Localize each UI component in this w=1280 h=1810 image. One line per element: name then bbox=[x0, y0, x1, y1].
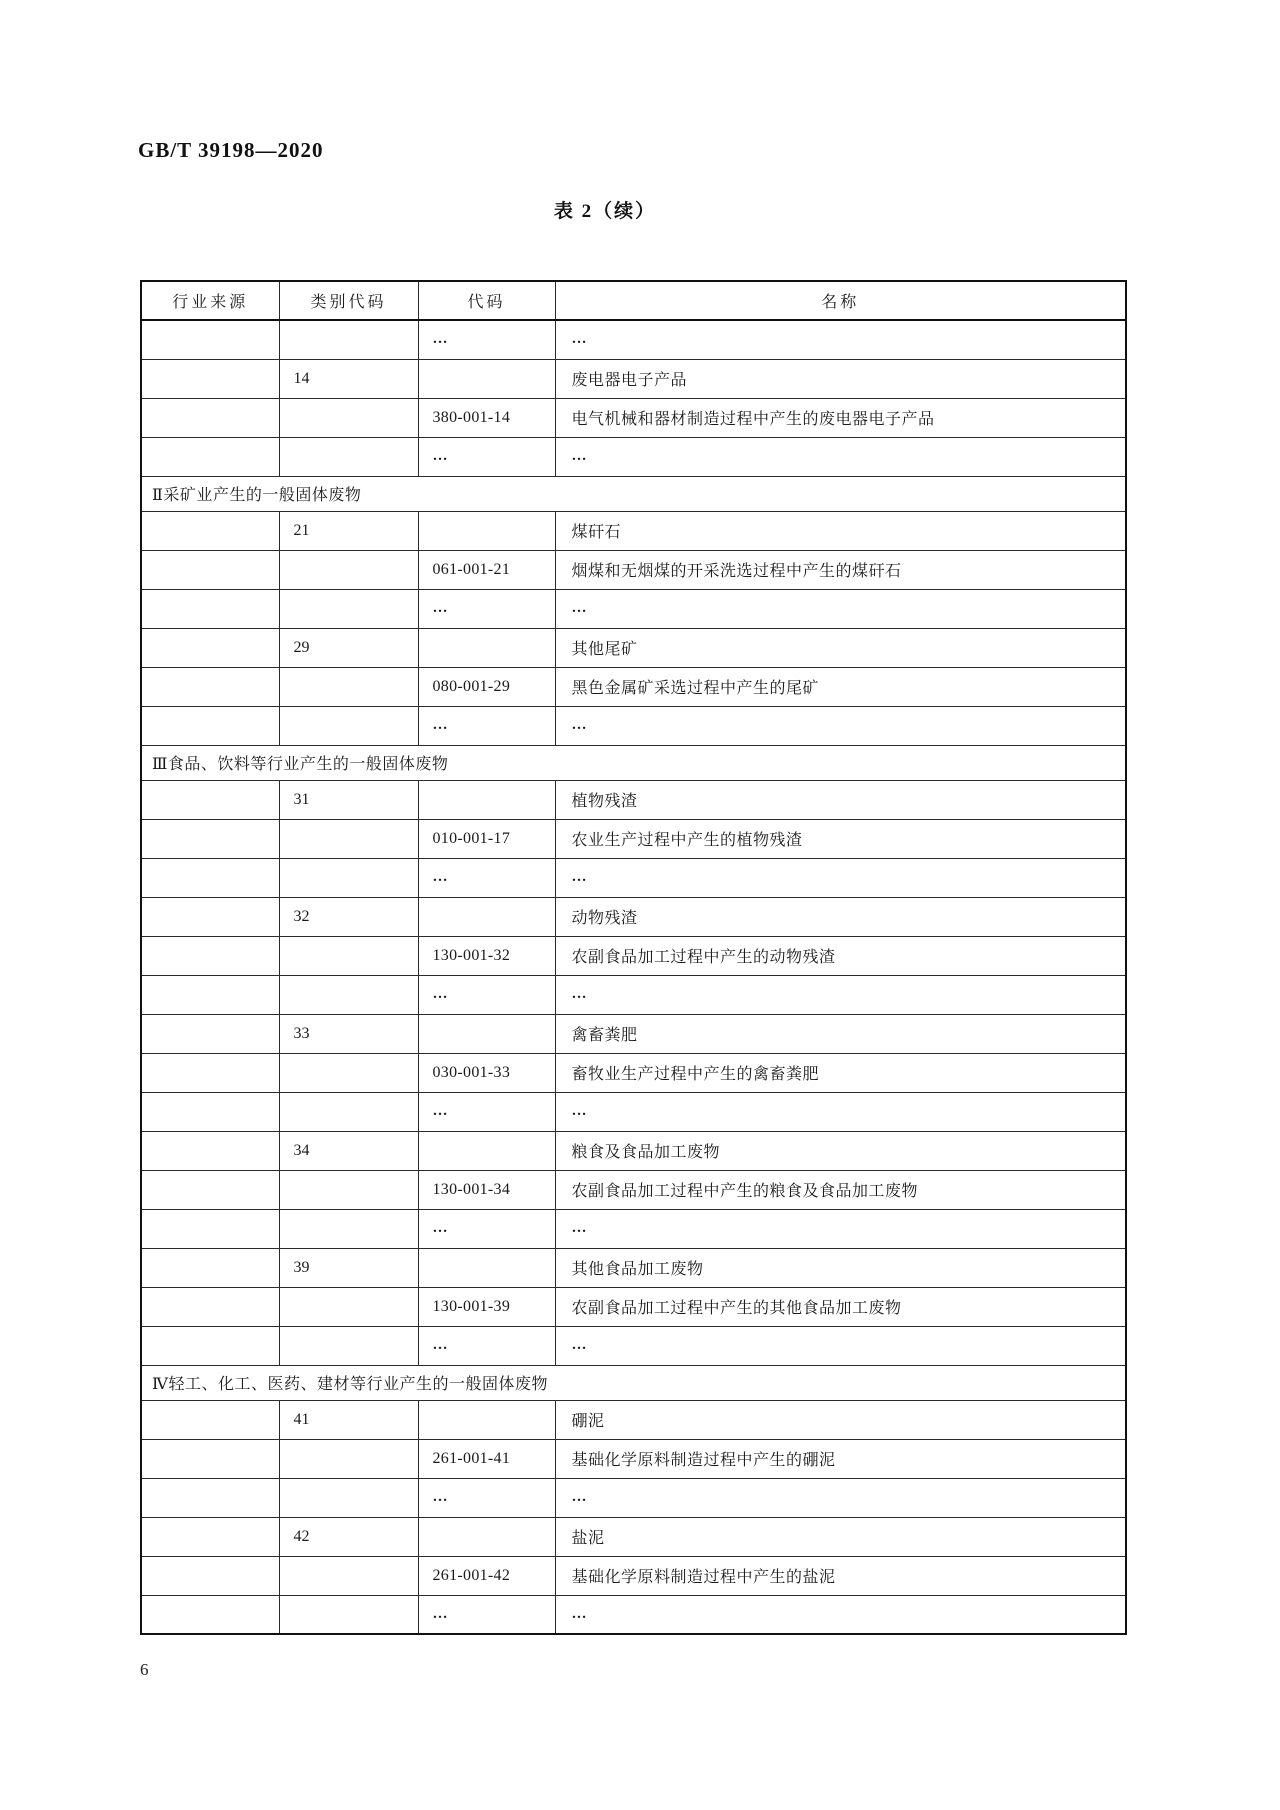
table-row bbox=[141, 550, 1126, 589]
code-cell: … bbox=[418, 1092, 555, 1131]
section-row bbox=[141, 476, 1126, 511]
name-cell: 盐泥 bbox=[555, 1517, 1126, 1556]
industry-source-cell bbox=[141, 398, 279, 437]
code-cell bbox=[418, 1248, 555, 1287]
industry-source-cell bbox=[141, 1053, 279, 1092]
table-row bbox=[141, 1248, 1126, 1287]
name-cell: 黑色金属矿采选过程中产生的尾矿 bbox=[555, 667, 1126, 706]
code-cell: … bbox=[418, 437, 555, 476]
industry-source-cell bbox=[141, 1439, 279, 1478]
name-cell: … bbox=[555, 437, 1126, 476]
code-cell: 080-001-29 bbox=[418, 667, 555, 706]
table-row bbox=[141, 1092, 1126, 1131]
code-cell: … bbox=[418, 1478, 555, 1517]
section-row bbox=[141, 745, 1126, 780]
category-code-cell: 29 bbox=[279, 628, 418, 667]
category-code-cell bbox=[279, 437, 418, 476]
category-code-cell bbox=[279, 320, 418, 359]
industry-source-cell bbox=[141, 1595, 279, 1634]
section-row bbox=[141, 1365, 1126, 1400]
industry-source-cell bbox=[141, 589, 279, 628]
name-cell: … bbox=[555, 1326, 1126, 1365]
code-cell: 061-001-21 bbox=[418, 550, 555, 589]
category-code-cell: 21 bbox=[279, 511, 418, 550]
code-cell bbox=[418, 511, 555, 550]
category-code-cell bbox=[279, 1287, 418, 1326]
category-code-cell bbox=[279, 1209, 418, 1248]
name-cell: 农业生产过程中产生的植物残渣 bbox=[555, 819, 1126, 858]
name-cell: 基础化学原料制造过程中产生的硼泥 bbox=[555, 1439, 1126, 1478]
name-cell: 农副食品加工过程中产生的动物残渣 bbox=[555, 936, 1126, 975]
industry-source-cell bbox=[141, 975, 279, 1014]
table-row bbox=[141, 858, 1126, 897]
code-cell: 130-001-34 bbox=[418, 1170, 555, 1209]
code-cell: … bbox=[418, 1326, 555, 1365]
name-cell: 农副食品加工过程中产生的其他食品加工废物 bbox=[555, 1287, 1126, 1326]
table-row bbox=[141, 667, 1126, 706]
header-row bbox=[141, 281, 1126, 320]
industry-source-cell bbox=[141, 1170, 279, 1209]
column-header-category-code: 类别代码 bbox=[279, 281, 418, 320]
category-code-cell: 32 bbox=[279, 897, 418, 936]
column-header-industry-source: 行业来源 bbox=[141, 281, 279, 320]
section-label: Ⅲ食品、饮料等行业产生的一般固体废物 bbox=[141, 745, 1126, 780]
name-cell: 动物残渣 bbox=[555, 897, 1126, 936]
category-code-cell: 33 bbox=[279, 1014, 418, 1053]
category-code-cell: 34 bbox=[279, 1131, 418, 1170]
category-code-cell bbox=[279, 858, 418, 897]
table-row bbox=[141, 398, 1126, 437]
code-cell: 380-001-14 bbox=[418, 398, 555, 437]
code-cell bbox=[418, 780, 555, 819]
code-cell: … bbox=[418, 1595, 555, 1634]
name-cell: … bbox=[555, 589, 1126, 628]
code-cell: … bbox=[418, 589, 555, 628]
name-cell: 畜牧业生产过程中产生的禽畜粪肥 bbox=[555, 1053, 1126, 1092]
table-row bbox=[141, 1595, 1126, 1634]
code-cell bbox=[418, 1517, 555, 1556]
code-cell bbox=[418, 1131, 555, 1170]
code-cell: … bbox=[418, 975, 555, 1014]
table-row bbox=[141, 1131, 1126, 1170]
name-cell: … bbox=[555, 1209, 1126, 1248]
category-code-cell bbox=[279, 1092, 418, 1131]
industry-source-cell bbox=[141, 1556, 279, 1595]
code-cell: … bbox=[418, 858, 555, 897]
industry-source-cell bbox=[141, 1400, 279, 1439]
code-cell bbox=[418, 1014, 555, 1053]
section-label: Ⅱ采矿业产生的一般固体废物 bbox=[141, 476, 1126, 511]
name-cell: … bbox=[555, 1478, 1126, 1517]
code-cell bbox=[418, 897, 555, 936]
category-code-cell: 31 bbox=[279, 780, 418, 819]
name-cell: 植物残渣 bbox=[555, 780, 1126, 819]
industry-source-cell bbox=[141, 780, 279, 819]
industry-source-cell bbox=[141, 550, 279, 589]
table-row bbox=[141, 975, 1126, 1014]
category-code-cell bbox=[279, 1326, 418, 1365]
table-row bbox=[141, 1170, 1126, 1209]
code-cell: 010-001-17 bbox=[418, 819, 555, 858]
industry-source-cell bbox=[141, 1287, 279, 1326]
category-code-cell: 42 bbox=[279, 1517, 418, 1556]
name-cell: 硼泥 bbox=[555, 1400, 1126, 1439]
code-cell: … bbox=[418, 1209, 555, 1248]
industry-source-cell bbox=[141, 628, 279, 667]
category-code-cell bbox=[279, 1478, 418, 1517]
industry-source-cell bbox=[141, 1248, 279, 1287]
category-code-cell bbox=[279, 1439, 418, 1478]
category-code-cell bbox=[279, 975, 418, 1014]
name-cell: … bbox=[555, 975, 1126, 1014]
category-code-cell: 39 bbox=[279, 1248, 418, 1287]
table-row bbox=[141, 1053, 1126, 1092]
doc-number: GB/T 39198—2020 bbox=[138, 138, 324, 162]
category-code-cell bbox=[279, 1595, 418, 1634]
table-row bbox=[141, 1326, 1126, 1365]
column-header-name: 名称 bbox=[555, 281, 1126, 320]
industry-source-cell bbox=[141, 1209, 279, 1248]
section-label: Ⅳ轻工、化工、医药、建材等行业产生的一般固体废物 bbox=[141, 1365, 1126, 1400]
name-cell: 烟煤和无烟煤的开采洗选过程中产生的煤矸石 bbox=[555, 550, 1126, 589]
industry-source-cell bbox=[141, 936, 279, 975]
name-cell: 农副食品加工过程中产生的粮食及食品加工废物 bbox=[555, 1170, 1126, 1209]
category-code-cell bbox=[279, 1053, 418, 1092]
table-row bbox=[141, 1556, 1126, 1595]
industry-source-cell bbox=[141, 1517, 279, 1556]
table-row bbox=[141, 936, 1126, 975]
table-row bbox=[141, 1014, 1126, 1053]
name-cell: … bbox=[555, 706, 1126, 745]
code-cell: 261-001-42 bbox=[418, 1556, 555, 1595]
industry-source-cell bbox=[141, 511, 279, 550]
code-cell bbox=[418, 628, 555, 667]
table-row bbox=[141, 1517, 1126, 1556]
category-code-cell bbox=[279, 398, 418, 437]
table-row bbox=[141, 437, 1126, 476]
industry-source-cell bbox=[141, 1014, 279, 1053]
table-row bbox=[141, 897, 1126, 936]
code-cell: 261-001-41 bbox=[418, 1439, 555, 1478]
category-code-cell bbox=[279, 936, 418, 975]
industry-source-cell bbox=[141, 858, 279, 897]
table-title: 表 2（续） bbox=[553, 201, 657, 222]
industry-source-cell bbox=[141, 1131, 279, 1170]
category-code-cell bbox=[279, 1556, 418, 1595]
industry-source-cell bbox=[141, 1478, 279, 1517]
table-row bbox=[141, 511, 1126, 550]
name-cell: 其他食品加工废物 bbox=[555, 1248, 1126, 1287]
table-row bbox=[141, 1287, 1126, 1326]
code-cell: 130-001-32 bbox=[418, 936, 555, 975]
code-cell bbox=[418, 359, 555, 398]
table-row bbox=[141, 589, 1126, 628]
table-row bbox=[141, 359, 1126, 398]
industry-source-cell bbox=[141, 320, 279, 359]
code-cell bbox=[418, 1400, 555, 1439]
industry-source-cell bbox=[141, 1092, 279, 1131]
table-row bbox=[141, 628, 1126, 667]
industry-source-cell bbox=[141, 667, 279, 706]
name-cell: … bbox=[555, 1595, 1126, 1634]
table-row bbox=[141, 1400, 1126, 1439]
name-cell: 电气机械和器材制造过程中产生的废电器电子产品 bbox=[555, 398, 1126, 437]
code-cell: … bbox=[418, 706, 555, 745]
name-cell: 粮食及食品加工废物 bbox=[555, 1131, 1126, 1170]
table-header bbox=[141, 281, 1126, 320]
code-cell: 130-001-39 bbox=[418, 1287, 555, 1326]
category-code-cell: 14 bbox=[279, 359, 418, 398]
category-code-cell bbox=[279, 706, 418, 745]
waste-classification-table bbox=[140, 280, 1127, 1635]
category-code-cell bbox=[279, 589, 418, 628]
name-cell: 废电器电子产品 bbox=[555, 359, 1126, 398]
column-header-code: 代码 bbox=[418, 281, 555, 320]
table-row bbox=[141, 706, 1126, 745]
name-cell: 煤矸石 bbox=[555, 511, 1126, 550]
name-cell: … bbox=[555, 858, 1126, 897]
table-row bbox=[141, 1478, 1126, 1517]
industry-source-cell bbox=[141, 706, 279, 745]
industry-source-cell bbox=[141, 897, 279, 936]
category-code-cell bbox=[279, 1170, 418, 1209]
table-body bbox=[141, 320, 1126, 1634]
code-cell: … bbox=[418, 320, 555, 359]
category-code-cell bbox=[279, 819, 418, 858]
code-cell: 030-001-33 bbox=[418, 1053, 555, 1092]
table-row bbox=[141, 320, 1126, 359]
category-code-cell: 41 bbox=[279, 1400, 418, 1439]
industry-source-cell bbox=[141, 1326, 279, 1365]
page-number: 6 bbox=[140, 1660, 149, 1679]
table-row bbox=[141, 819, 1126, 858]
name-cell: 其他尾矿 bbox=[555, 628, 1126, 667]
name-cell: … bbox=[555, 320, 1126, 359]
industry-source-cell bbox=[141, 819, 279, 858]
table-row bbox=[141, 780, 1126, 819]
industry-source-cell bbox=[141, 437, 279, 476]
table-row bbox=[141, 1439, 1126, 1478]
category-code-cell bbox=[279, 667, 418, 706]
industry-source-cell bbox=[141, 359, 279, 398]
category-code-cell bbox=[279, 550, 418, 589]
name-cell: 禽畜粪肥 bbox=[555, 1014, 1126, 1053]
table-row bbox=[141, 1209, 1126, 1248]
name-cell: … bbox=[555, 1092, 1126, 1131]
name-cell: 基础化学原料制造过程中产生的盐泥 bbox=[555, 1556, 1126, 1595]
